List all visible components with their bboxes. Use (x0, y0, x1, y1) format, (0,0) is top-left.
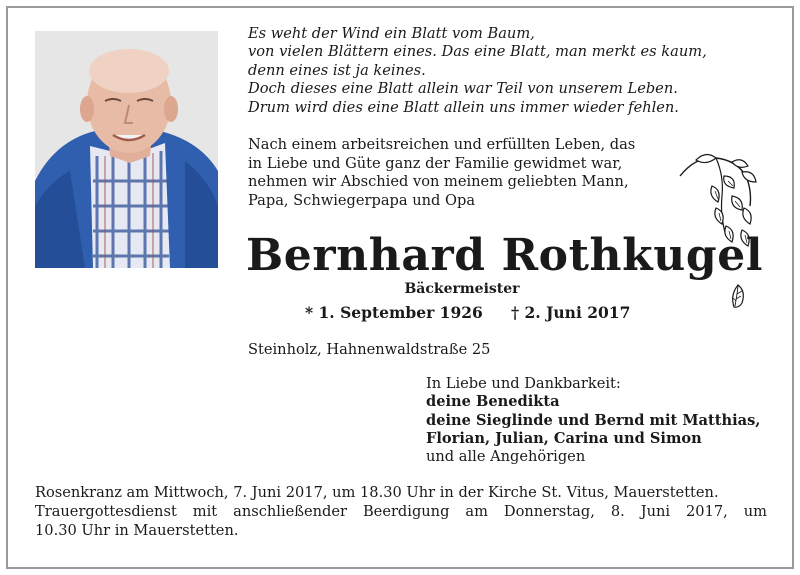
funeral-info-line2: 10.30 Uhr in Mauerstetten. (35, 521, 239, 539)
rosary-info: Rosenkranz am Mittwoch, 7. Juni 2017, um 18.30 Uhr in der Kirche St. Vitus, Mauerstetten. (35, 484, 719, 501)
intro-line: Papa, Schwiegerpapa und Opa (248, 192, 476, 210)
intro-line: in Liebe und Güte ganz der Familie gewidmet war, (248, 154, 623, 172)
poem-line: von vielen Blättern eines. Das eine Blatt, man merkt es kaum, (248, 43, 707, 61)
family-address: Steinholz, Hahnenwaldstraße 25 (248, 341, 491, 358)
intro-line: Nach einem arbeitsreichen und erfüllten Leben, das (248, 136, 636, 153)
poem-line: denn eines ist ja keines. (248, 61, 426, 79)
mourner-line: Florian, Julian, Carina und Simon (426, 429, 702, 447)
mourners-closing: und alle Angehörigen (426, 448, 586, 466)
service-info (35, 484, 767, 540)
mourner-line: deine Benedikta (426, 393, 560, 411)
birth-date: * 1. September 1926 (305, 303, 483, 322)
death-date: † 2. Juni 2017 (511, 303, 631, 322)
mourners-block (426, 375, 760, 466)
poem-line: Doch dieses eine Blatt allein war Teil von unserem Leben. (248, 80, 678, 98)
funeral-info-line1: Trauergottesdienst mit anschließender Beerdigung am Donnerstag, 8. Juni 2017, um (35, 502, 767, 520)
portrait-photo (35, 31, 218, 268)
intro-text (248, 136, 678, 211)
intro-line: nehmen wir Abschied von meinem geliebten Mann, (248, 173, 629, 191)
mourner-line: deine Sieglinde und Bernd mit Matthias, (426, 411, 761, 429)
poem-line: Es weht der Wind ein Blatt vom Baum, (248, 25, 535, 42)
poem (248, 25, 768, 117)
deceased-name: Bernhard Rothkugel (246, 230, 764, 281)
poem-line: Drum wird dies eine Blatt allein uns immer wieder fehlen. (248, 98, 679, 116)
falling-leaf-icon (728, 281, 750, 311)
mourners-intro: In Liebe und Dankbarkeit: (426, 375, 621, 392)
deceased-occupation: Bäckermeister (404, 281, 520, 297)
